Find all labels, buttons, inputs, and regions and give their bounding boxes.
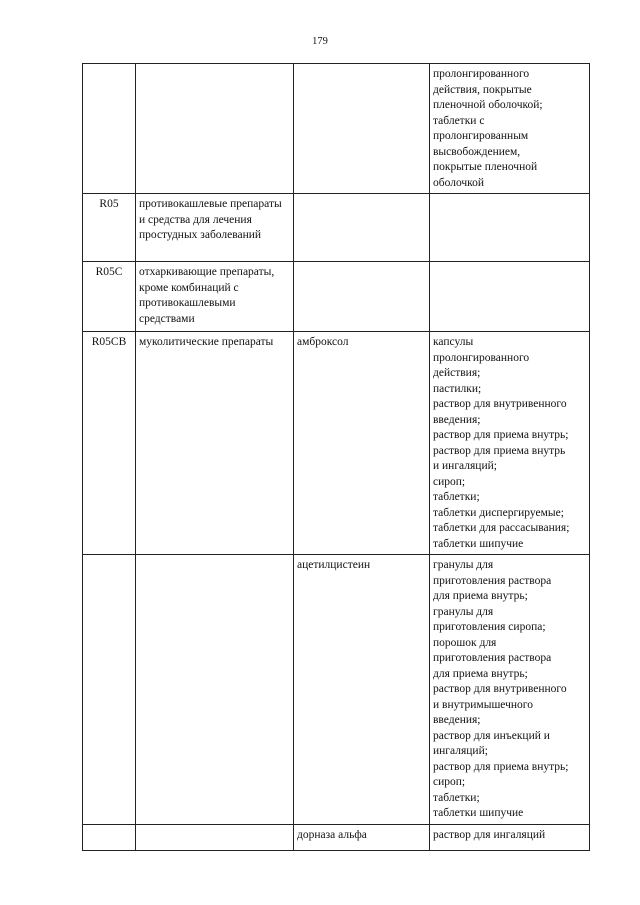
table-row bbox=[83, 824, 590, 850]
dosage-form-line: раствор для ингаляций bbox=[433, 828, 546, 841]
dosage-forms-cell bbox=[430, 555, 590, 825]
dosage-form-line: таблетки шипучие bbox=[433, 807, 524, 819]
dosage-form-line: раствор для инъекций и bbox=[433, 729, 550, 742]
dosage-form-line: таблетки; bbox=[433, 491, 480, 503]
group-name-cell bbox=[136, 555, 294, 825]
substance-cell bbox=[294, 64, 430, 194]
dosage-form-line: раствор для приема внутрь; bbox=[433, 429, 569, 441]
page-number: 179 bbox=[312, 36, 328, 47]
dosage-form-line: таблетки диспергируемые; bbox=[433, 506, 564, 519]
group-name-cell bbox=[136, 64, 294, 194]
atc-code-cell bbox=[83, 64, 136, 194]
dosage-form-line: пролонгированного bbox=[433, 68, 530, 80]
dosage-form-line: гранулы для bbox=[433, 559, 494, 571]
dosage-form-line: покрытые пленочной bbox=[433, 161, 538, 173]
dosage-form-line: и ингаляций; bbox=[433, 460, 497, 472]
dosage-form-line: таблетки для рассасывания; bbox=[433, 522, 570, 534]
dosage-form-line: ингаляций; bbox=[433, 745, 488, 757]
dosage-form-line: для приема внутрь; bbox=[433, 590, 528, 602]
table-row bbox=[83, 194, 590, 262]
atc-code-cell bbox=[83, 824, 136, 850]
drug-table bbox=[82, 63, 590, 851]
dosage-form-line: гранулы для bbox=[433, 605, 494, 618]
group-name-cell bbox=[136, 824, 294, 850]
table-body bbox=[83, 64, 590, 851]
atc-code-cell bbox=[83, 555, 136, 825]
dosage-form-line: раствор для приема внутрь; bbox=[433, 760, 569, 773]
dosage-forms-cell bbox=[430, 262, 590, 332]
substance-cell bbox=[294, 262, 430, 332]
dosage-form-line: порошок для bbox=[433, 636, 497, 649]
dosage-form-line: пролонгированным bbox=[433, 130, 529, 142]
atc-code-cell: R05 bbox=[83, 194, 136, 262]
table-row bbox=[83, 332, 590, 555]
substance-cell: ацетилцистеин bbox=[294, 555, 430, 825]
group-name-cell: муколитические препараты bbox=[136, 332, 294, 555]
dosage-form-line: капсулы bbox=[433, 336, 474, 348]
dosage-form-line: и внутримышечного bbox=[433, 698, 533, 711]
dosage-form-line: раствор для приема внутрь bbox=[433, 444, 566, 457]
table-row bbox=[83, 555, 590, 825]
dosage-form-line: действия; bbox=[433, 367, 481, 379]
dosage-form-line: раствор для внутривенного bbox=[433, 683, 567, 695]
dosage-form-line: сироп; bbox=[433, 776, 466, 788]
dosage-form-line: введения; bbox=[433, 413, 481, 426]
dosage-forms-cell bbox=[430, 332, 590, 555]
substance-cell: дорназа альфа bbox=[294, 824, 430, 850]
dosage-form-line: таблетки шипучие bbox=[433, 537, 524, 550]
dosage-form-line: пастилки; bbox=[433, 382, 482, 395]
dosage-forms-cell bbox=[430, 194, 590, 262]
dosage-form-line: действия, покрытые bbox=[433, 83, 532, 96]
table-row bbox=[83, 64, 590, 194]
dosage-form-line: высвобождением, bbox=[433, 145, 521, 158]
dosage-form-line: раствор для внутривенного bbox=[433, 398, 567, 410]
dosage-form-line: приготовления раствора bbox=[433, 574, 552, 587]
group-name-cell: отхаркивающие препараты, кроме комбинаций с противокашлевыми средствами bbox=[136, 262, 294, 332]
group-name-cell: противокашлевые препараты и средства для лечения простудных заболеваний bbox=[136, 194, 294, 262]
atc-code-cell: R05C bbox=[83, 262, 136, 332]
table-row bbox=[83, 262, 590, 332]
dosage-form-line: пленочной оболочкой; bbox=[433, 99, 543, 111]
dosage-forms-cell bbox=[430, 64, 590, 194]
dosage-forms-cell bbox=[430, 824, 590, 850]
substance-cell: амброксол bbox=[294, 332, 430, 555]
dosage-form-line: для приема внутрь; bbox=[433, 667, 528, 680]
atc-code-cell: R05CB bbox=[83, 332, 136, 555]
dosage-form-line: сироп; bbox=[433, 475, 466, 488]
dosage-form-line: приготовления сиропа; bbox=[433, 621, 546, 633]
substance-cell bbox=[294, 194, 430, 262]
dosage-form-line: оболочкой bbox=[433, 176, 485, 189]
dosage-form-line: пролонгированного bbox=[433, 351, 530, 364]
dosage-form-line: таблетки с bbox=[433, 114, 485, 127]
dosage-form-line: приготовления раствора bbox=[433, 652, 552, 664]
dosage-form-line: таблетки; bbox=[433, 791, 480, 804]
dosage-form-line: введения; bbox=[433, 714, 481, 726]
